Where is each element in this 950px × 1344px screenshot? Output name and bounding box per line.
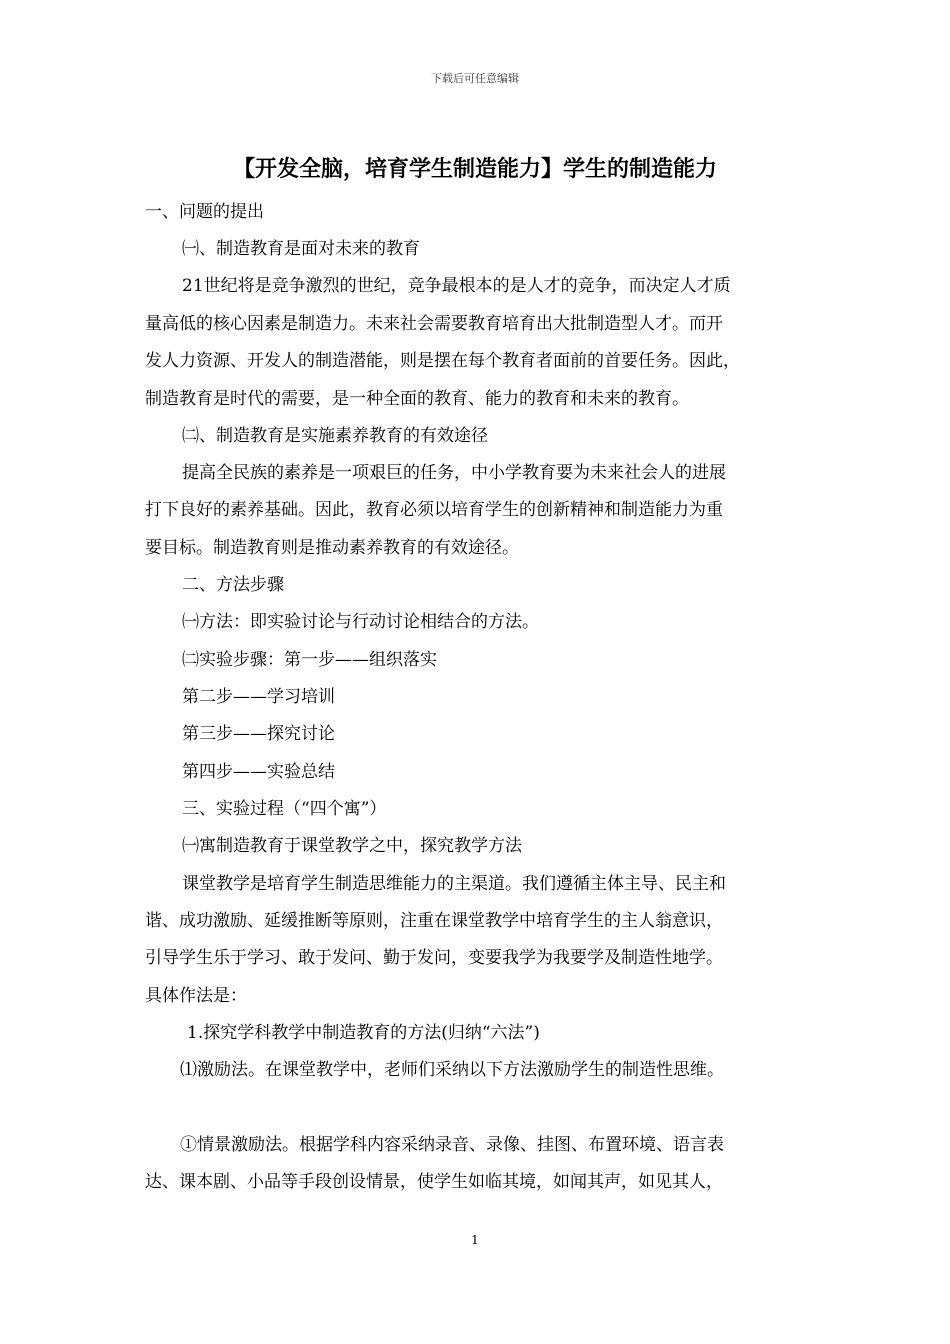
paragraph-line: 课堂教学是培育学生制造思维能力的主渠道。我们遵循主体主导、民主和 [182, 874, 726, 894]
paragraph-line: 第四步——实验总结 [182, 762, 335, 782]
section-heading-3: 三、实验过程（“四个寓”） [182, 799, 387, 819]
subsection-heading: ㈡、制造教育是实施素养教育的有效途径 [182, 426, 488, 446]
paragraph-line: 第三步——探究讨论 [182, 724, 335, 744]
section-heading-1: 一、问题的提出 [145, 202, 264, 222]
paragraph-line: 量高低的核心因素是制造力。未来社会需要教育培育出大批制造型人才。而开 [145, 314, 723, 334]
paragraph-line: 第二步——学习培训 [182, 687, 335, 707]
paragraph-line: 具体作法是： [145, 986, 247, 1006]
paragraph-line: 要目标。制造教育则是推动素养教育的有效途径。 [145, 538, 519, 558]
paragraph-line: 达、课本剧、小品等手段创设情景，使学生如临其境，如闻其声，如见其人， [145, 1172, 723, 1192]
paragraph-line: 21世纪将是竞争激烈的世纪，竞争最根本的是人才的竞争，而决定人才质 [182, 276, 731, 296]
paragraph-line: 提高全民族的素养是一项艰巨的任务，中小学教育要为未来社会人的进展 [182, 463, 726, 483]
paragraph-line: 发人力资源、开发人的制造潜能，则是摆在每个教育者面前的首要任务。因此， [145, 351, 740, 371]
list-item: ⑴激励法。在课堂教学中，老师们采纳以下方法激励学生的制造性思维。 [180, 1060, 724, 1080]
page-number: 1 [471, 1233, 479, 1247]
list-item: 1.探究学科教学中制造教育的方法(归纳“六法”) [187, 1023, 540, 1043]
paragraph-line: ㈡实验步骤：第一步——组织落实 [182, 650, 437, 670]
header-note: 下载后可任意编辑 [431, 72, 519, 85]
paragraph-line: ㈠方法：即实验讨论与行动讨论相结合的方法。 [182, 612, 539, 632]
section-heading-2: 二、方法步骤 [182, 575, 284, 595]
paragraph-line: 制造教育是时代的需要，是一种全面的教育、能力的教育和未来的教育。 [145, 389, 689, 409]
subsection-heading: ㈠寓制造教育于课堂教学之中，探究教学方法 [182, 836, 522, 856]
subsection-heading: ㈠、制造教育是面对未来的教育 [182, 239, 420, 259]
paragraph-line: 打下良好的素养基础。因此，教育必须以培育学生的创新精神和制造能力为重 [145, 500, 723, 520]
page-title: 【开发全脑，培育学生制造能力】学生的制造能力 [232, 157, 717, 182]
paragraph-line: 谐、成功激励、延缓推断等原则，注重在课堂教学中培育学生的主人翁意识， [145, 911, 723, 931]
list-item: ①情景激励法。根据学科内容采纳录音、录像、挂图、布置环境、语言表 [180, 1135, 724, 1155]
paragraph-line: 引导学生乐于学习、敢于发问、勤于发问，变要我学为我要学及制造性地学。 [145, 948, 723, 968]
